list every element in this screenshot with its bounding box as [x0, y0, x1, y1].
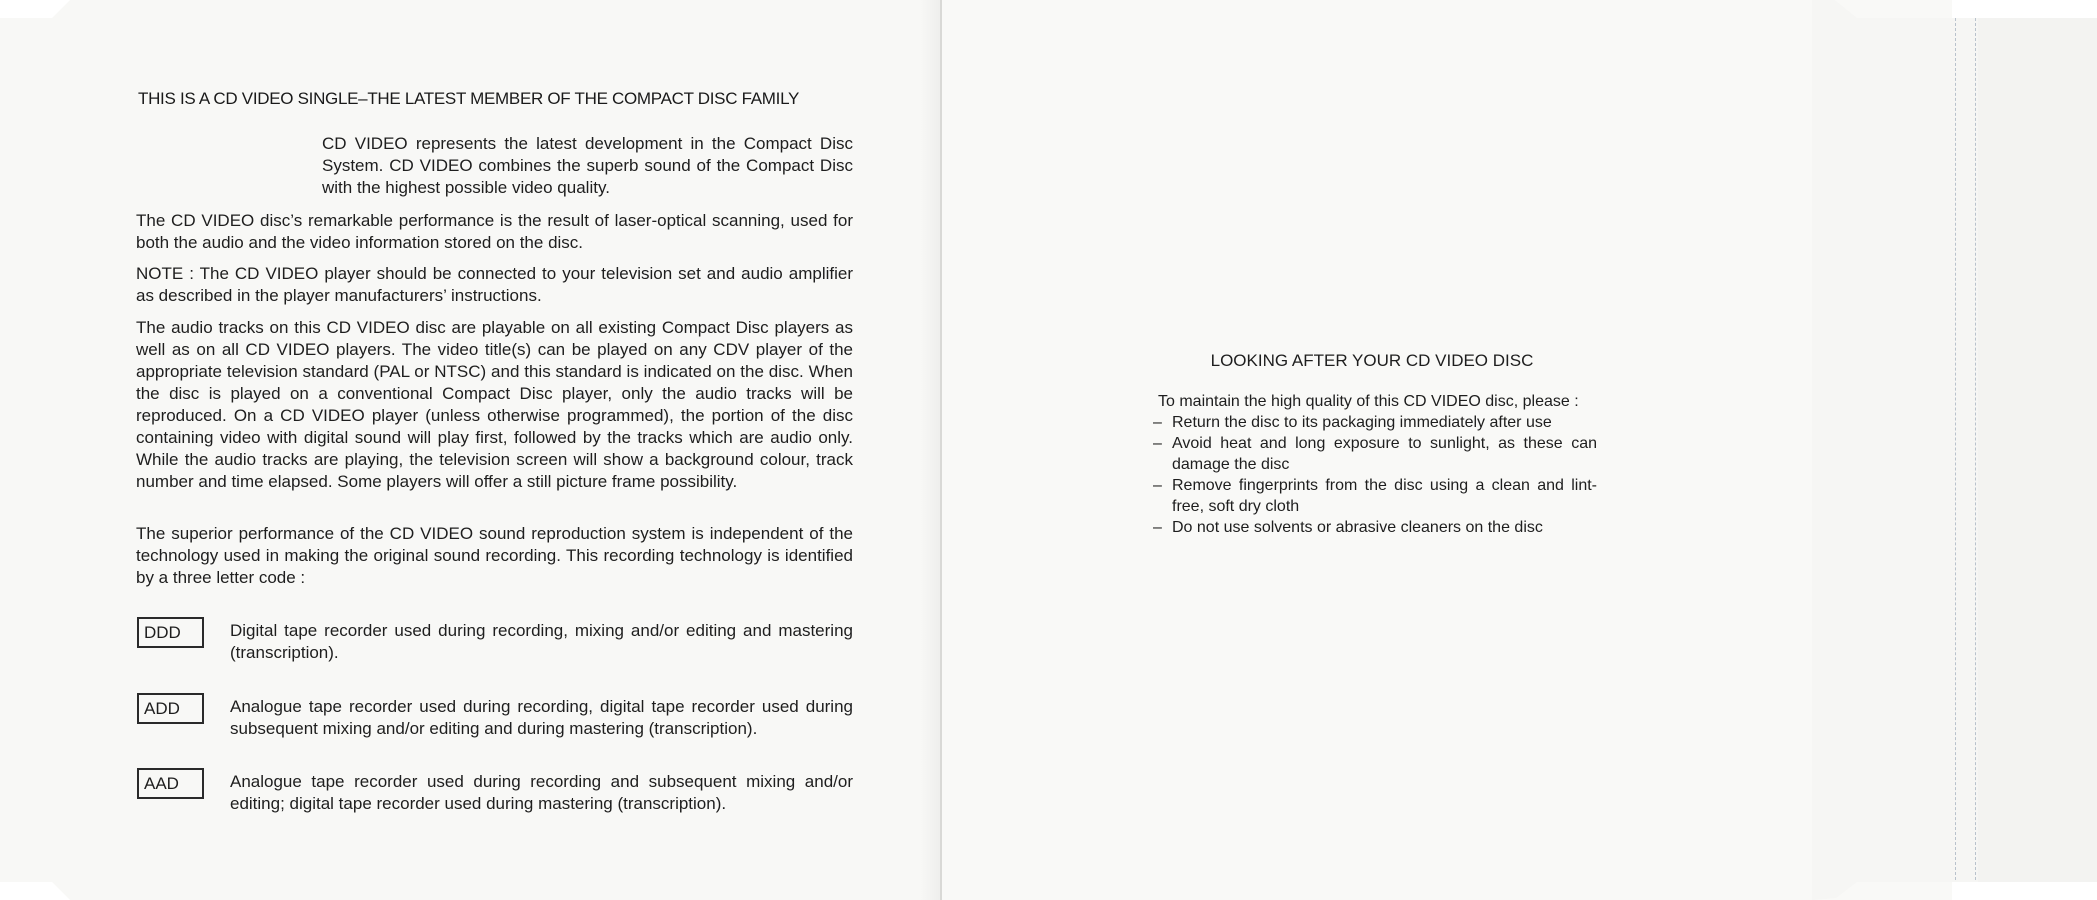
code-description: Analogue tape recorder used during recording, digital tape recorder used during subsequent mixing and/or editing and during mastering (transcription).	[230, 697, 853, 738]
care-intro: To maintain the high quality of this CD VIDEO disc, please :	[1158, 393, 1579, 410]
code-badge-add: ADD	[137, 693, 204, 724]
code-description: Digital tape recorder used during recording, mixing and/or editing and mastering (transcription).	[230, 621, 853, 662]
list-item	[1152, 475, 1597, 517]
code-description: Analogue tape recorder used during recording and subsequent mixing and/or editing; digital tape recorder used during mastering (transcription).	[230, 772, 853, 813]
left-panel-edge-shade	[920, 0, 940, 900]
code-badge-ddd: DDD	[137, 617, 204, 648]
center-fold-line	[940, 0, 942, 900]
body-paragraph: The superior performance of the CD VIDEO sound reproduction system is independent of the technology used in making the original sound recording. This recording technology is identified by a three letter code :	[136, 524, 853, 587]
dash-bullet: –	[1153, 519, 1162, 536]
care-item-text: Return the disc to its packaging immediately after use	[1172, 414, 1552, 431]
list-item	[1152, 433, 1597, 475]
intro-paragraph: CD VIDEO represents the latest development in the Compact Disc System. CD VIDEO combines the superb sound of the Compact Disc with the highest possible video quality.	[322, 134, 853, 197]
care-item-text: Do not use solvents or abrasive cleaners on the disc	[1172, 519, 1543, 536]
left-heading: THIS IS A CD VIDEO SINGLE–THE LATEST MEMBER OF THE COMPACT DISC FAMILY	[138, 89, 800, 108]
care-item-text: Remove fingerprints from the disc using a clean and lint-free, soft dry cloth	[1172, 477, 1597, 515]
care-list	[1152, 412, 1597, 538]
body-paragraph: The audio tracks on this CD VIDEO disc are playable on all existing Compact Disc players as well as on all CD VIDEO players. The video title(s) can be played on any CDV player of the appropriate television standard (PAL or NTSC) and this standard is indicated on the disc. When the disc is played on a conventional Compact Disc player, only the audio tracks will be reproduced. On a CD VIDEO player (unless otherwise programmed), the portion of the disc containing video with digital sound will play first, followed by the tracks which are audio only. While the audio tracks are playing, the television screen will show a background colour, track number and time elapsed. Some players will offer a still picture frame possibility.	[136, 318, 853, 491]
note-paragraph: NOTE : The CD VIDEO player should be connected to your television set and audio amplifier as described in the player manufacturers’ instructions.	[136, 264, 853, 305]
care-heading: LOOKING AFTER YOUR CD VIDEO DISC	[1210, 351, 1534, 370]
body-paragraph: The CD VIDEO disc’s remarkable performance is the result of laser-optical scanning, used for both the audio and the video information stored on the disc.	[136, 211, 853, 252]
dash-bullet: –	[1153, 435, 1162, 452]
code-badge-aad: AAD	[137, 768, 204, 799]
dash-bullet: –	[1153, 414, 1162, 431]
perforation-line-left	[1955, 18, 1956, 880]
flap-strip	[1978, 18, 2097, 882]
list-item	[1152, 412, 1597, 433]
perforation-line-right	[1975, 18, 1976, 880]
dash-bullet: –	[1153, 477, 1162, 494]
list-item	[1152, 517, 1597, 538]
care-item-text: Avoid heat and long exposure to sunlight, as these can damage the disc	[1172, 435, 1597, 473]
